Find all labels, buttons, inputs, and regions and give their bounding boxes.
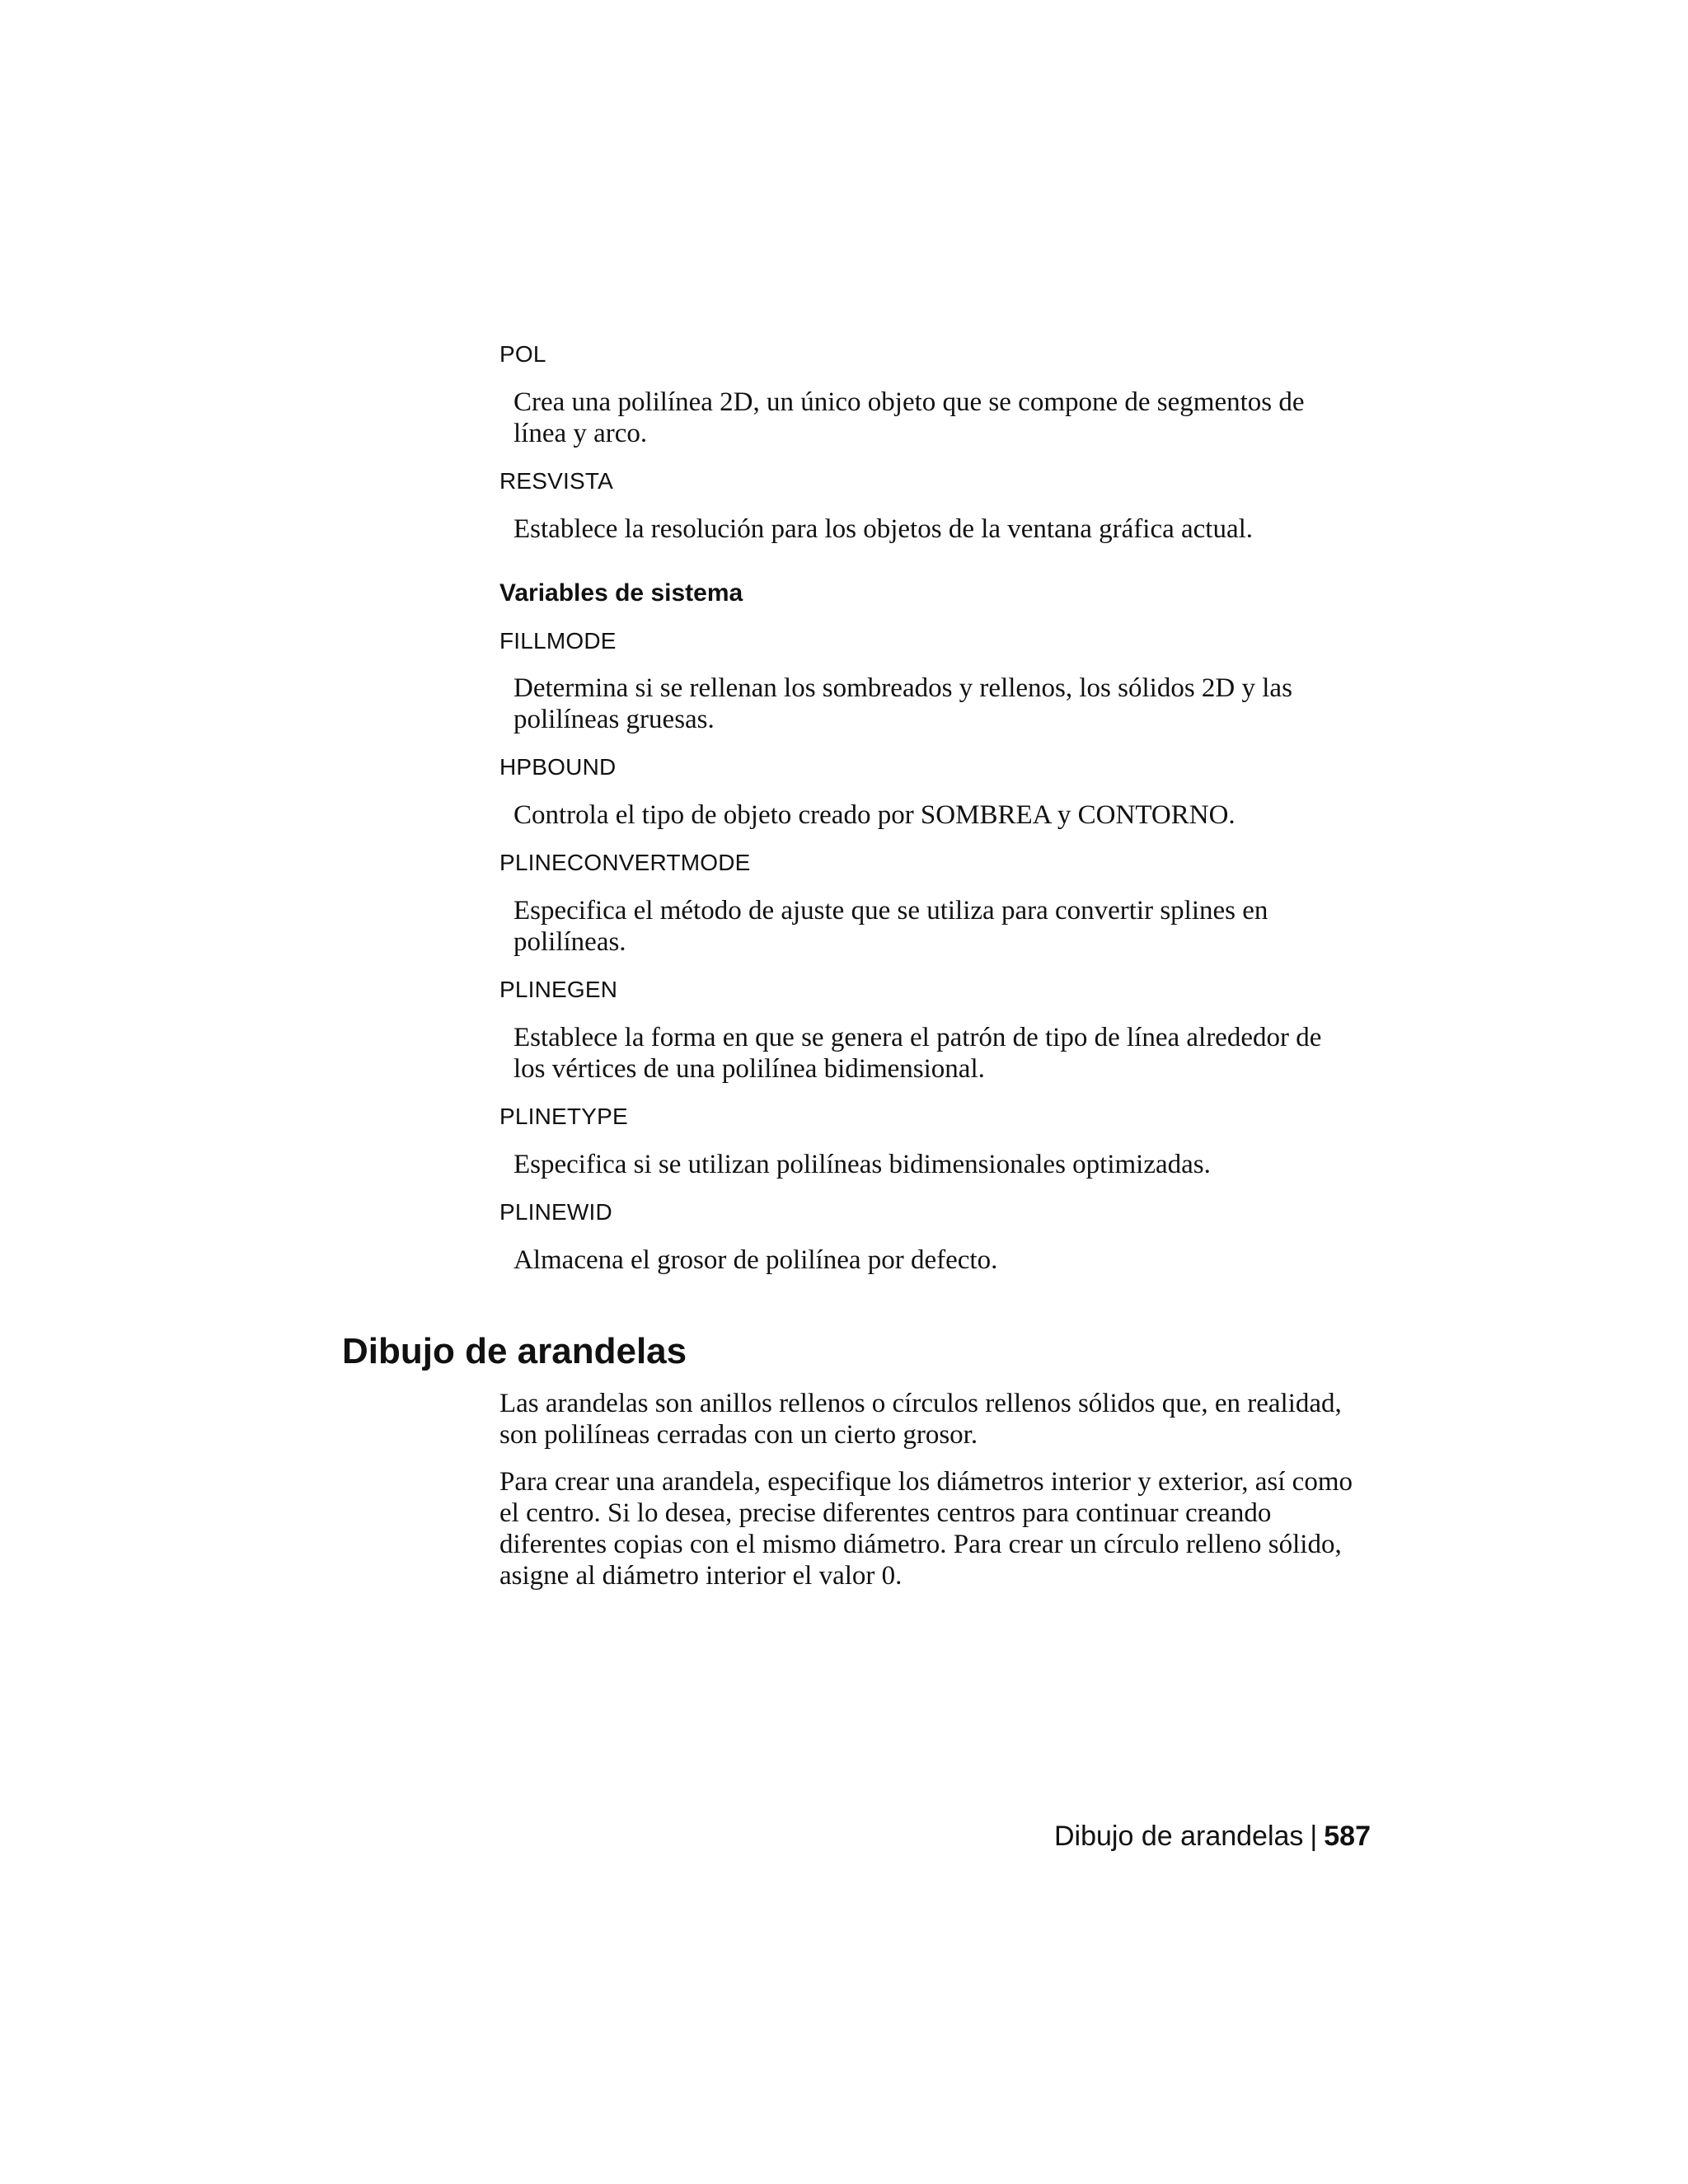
var-plinetype [499, 1101, 1373, 1132]
section-heading: Dibujo de arandelas [342, 1331, 687, 1371]
var-plinegen-desc [499, 1022, 1373, 1085]
entry-desc-line: línea y arco. [513, 419, 648, 448]
paragraph-line: el centro. Si lo desea, precise diferentes centros para continuar creando [499, 1498, 1272, 1528]
footer-title: Dibujo de arandelas [1053, 1821, 1304, 1852]
var-plineconvertmode-desc [499, 895, 1373, 958]
page-number: 587 [1324, 1821, 1371, 1852]
variable-desc-line: Determina si se rellenan los sombreados y rellenos, los sólidos 2D y las [513, 673, 1292, 703]
variable-desc-line: Establece la forma en que se genera el patrón de tipo de línea alrededor de [513, 1023, 1322, 1052]
variable-term: PLINEWID [499, 1199, 612, 1225]
var-plinegen [499, 974, 1373, 1005]
var-hpbound [499, 752, 1373, 783]
var-fillmode [499, 626, 1373, 657]
variable-desc-line: polilíneas. [513, 927, 626, 957]
paragraph-line: diferentes copias con el mismo diámetro. Para crear un círculo relleno sólido, [499, 1530, 1342, 1559]
entry-desc-line: Establece la resolución para los objetos de la ventana gráfica actual. [513, 514, 1254, 544]
variable-desc-line: Almacena el grosor de polilínea por defecto. [513, 1245, 998, 1275]
entry-desc-line: Crea una polilínea 2D, un único objeto que se compone de segmentos de [513, 387, 1305, 417]
paragraph-line: Las arandelas son anillos rellenos o círculos rellenos sólidos que, en realidad, [499, 1389, 1342, 1418]
entry-pol [499, 339, 1373, 370]
variable-term: PLINEGEN [499, 977, 618, 1002]
variable-term: PLINETYPE [499, 1104, 628, 1129]
var-plineconvertmode [499, 847, 1373, 879]
footer-separator: | [1310, 1821, 1318, 1852]
variable-term: FILLMODE [499, 628, 617, 654]
variable-desc-line: polilíneas gruesas. [513, 705, 715, 734]
entry-resvista [499, 466, 1373, 497]
paragraph-line: son polilíneas cerradas con un cierto grosor. [499, 1420, 978, 1450]
variable-desc-line: Especifica si se utilizan polilíneas bidimensionales optimizadas. [513, 1150, 1211, 1179]
entry-term: POL [499, 341, 546, 367]
entry-term: RESVISTA [499, 468, 614, 494]
var-hpbound-desc [499, 799, 1373, 831]
entry-resvista-desc [499, 513, 1373, 545]
paragraph-line: Para crear una arandela, especifique los diámetros interior y exterior, así como [499, 1467, 1353, 1497]
variable-term: HPBOUND [499, 754, 617, 780]
var-plinewid [499, 1197, 1373, 1228]
page-footer [1054, 1818, 1371, 1854]
entry-pol-desc [499, 387, 1373, 449]
variable-desc-line: Controla el tipo de objeto creado por SOMBREA y CONTORNO. [513, 800, 1236, 830]
var-plinetype-desc [499, 1149, 1373, 1180]
variable-desc-line: los vértices de una polilínea bidimensional. [513, 1054, 985, 1084]
section-paragraph-2 [499, 1466, 1373, 1591]
var-plinewid-desc [499, 1244, 1373, 1276]
paragraph-line: asigne al diámetro interior el valor 0. [499, 1561, 903, 1591]
variable-desc-line: Especifica el método de ajuste que se utiliza para convertir splines en [513, 896, 1268, 926]
variable-term: PLINECONVERTMODE [499, 850, 751, 875]
subheading: Variables de sistema [499, 579, 743, 607]
section-paragraph-1 [499, 1388, 1373, 1451]
subheading-block [499, 578, 1373, 609]
var-fillmode-desc [499, 673, 1373, 735]
